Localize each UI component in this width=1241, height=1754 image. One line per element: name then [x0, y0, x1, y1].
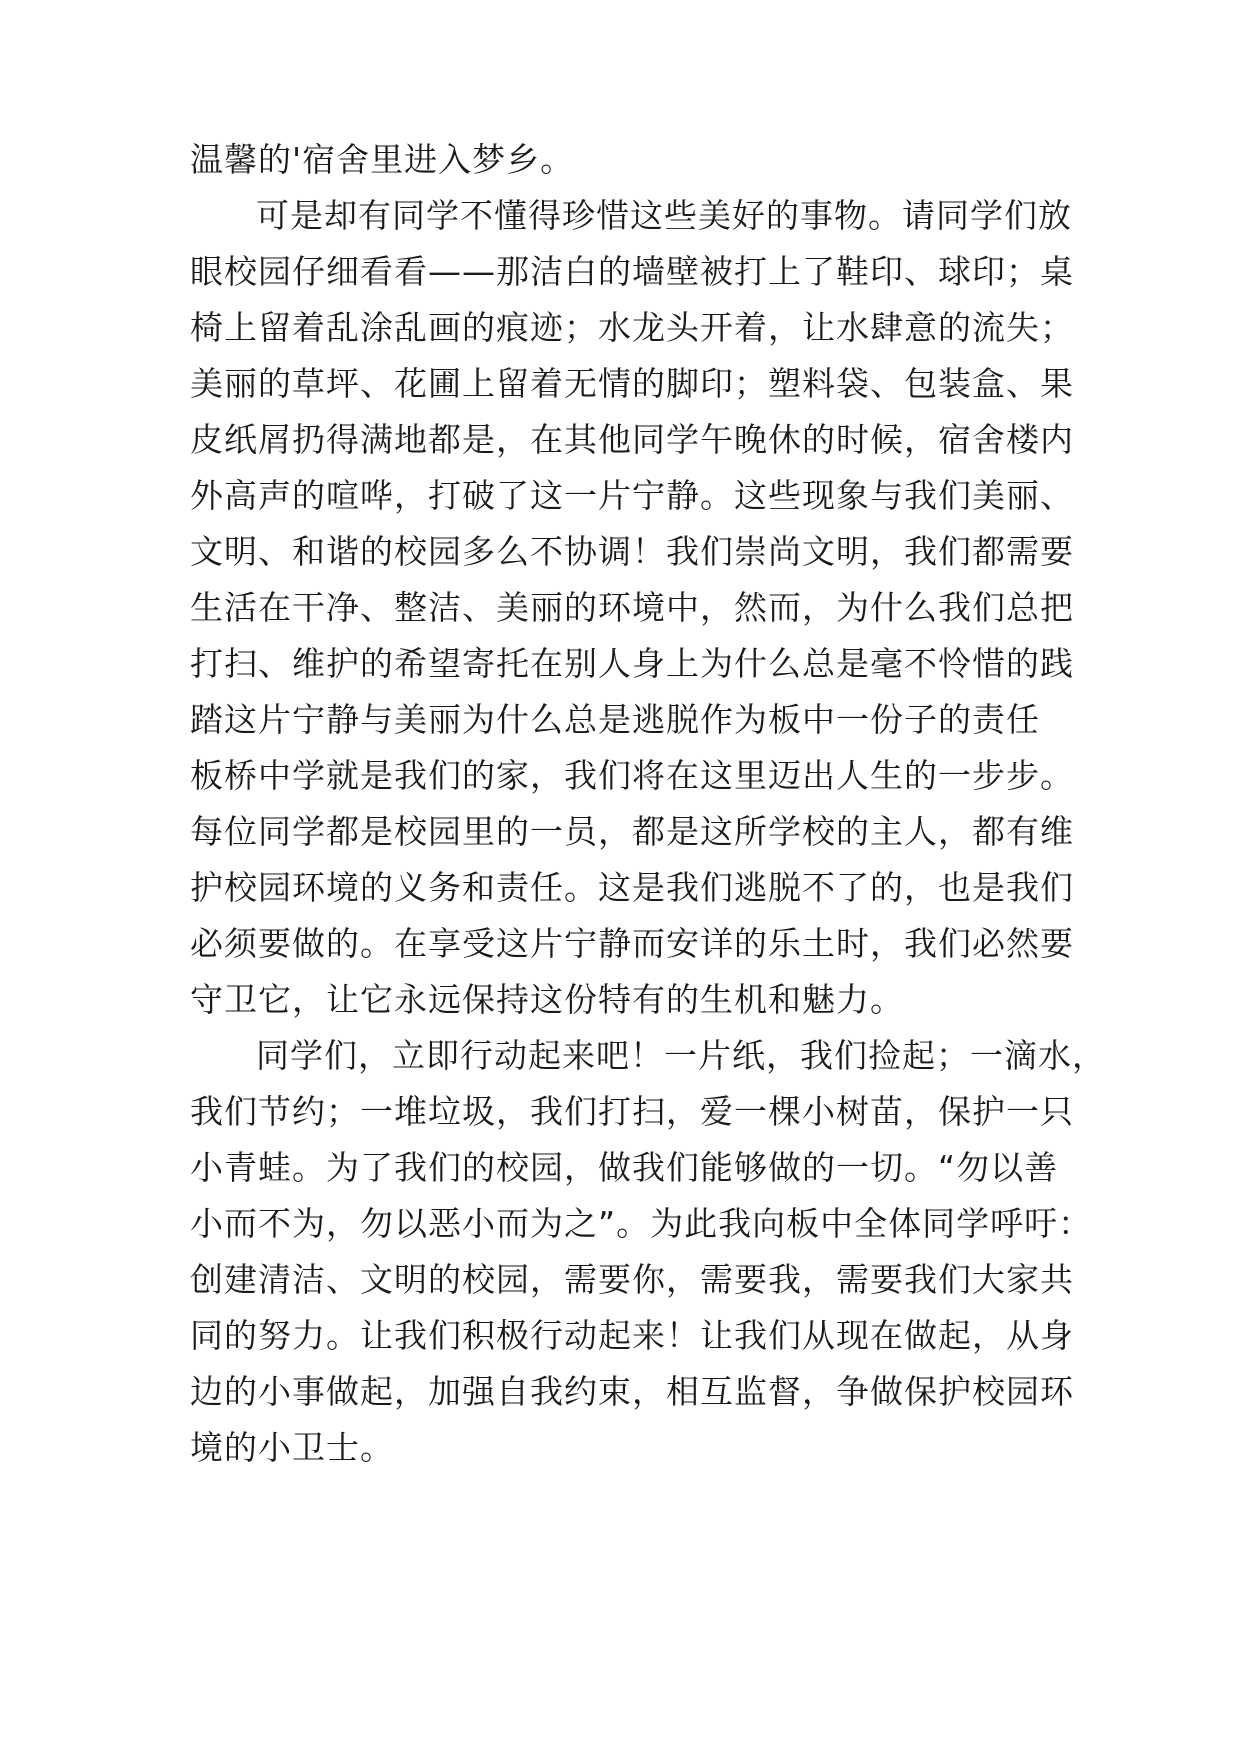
text-line: 小而不为，勿以恶小而为之”。为此我向板中全体同学呼吁：: [190, 1204, 1093, 1243]
text-line: 每位同学都是校园里的一员，都是这所学校的主人，都有维: [190, 812, 1074, 851]
text-line: 文明、和谐的校园多么不协调！我们崇尚文明，我们都需要: [190, 532, 1074, 571]
text-line: 创建清洁、文明的校园，需要你，需要我，需要我们大家共: [190, 1260, 1074, 1299]
text-line: 我们节约；一堆垃圾，我们打扫，爱一棵小树苗，保护一只: [190, 1092, 1074, 1131]
text-line: 外高声的喧哗，打破了这一片宁静。这些现象与我们美丽、: [190, 476, 1074, 515]
text-line: 境的小卫士。: [190, 1428, 394, 1467]
text-line: 眼校园仔细看看——那洁白的墙壁被打上了鞋印、球印；桌: [190, 252, 1074, 291]
text-line: 椅上留着乱涂乱画的痕迹；水龙头开着，让水肆意的流失；: [190, 308, 1074, 347]
text-line: 打扫、维护的希望寄托在别人身上为什么总是毫不怜惜的践: [190, 644, 1074, 683]
text-line: 同的努力。让我们积极行动起来！让我们从现在做起，从身: [190, 1316, 1074, 1355]
text-line: 踏这片宁静与美丽为什么总是逃脱作为板中一份子的责任: [190, 700, 1040, 739]
text-line: 边的小事做起，加强自我约束，相互监督，争做保护校园环: [190, 1372, 1074, 1411]
text-line: 生活在干净、整洁、美丽的环境中，然而，为什么我们总把: [190, 588, 1074, 627]
paragraph-start-line: 可是却有同学不懂得珍惜这些美好的事物。请同学们放: [256, 196, 1072, 235]
text-line: 美丽的草坪、花圃上留着无情的脚印；塑料袋、包装盒、果: [190, 364, 1074, 403]
text-line: 小青蛙。为了我们的校园，做我们能够做的一切。“勿以善: [190, 1148, 1059, 1187]
text-line: 板桥中学就是我们的家，我们将在这里迈出人生的一步步。: [190, 756, 1074, 795]
text-line: 守卫它，让它永远保持这份特有的生机和魅力。: [190, 980, 904, 1019]
text-line: 必须要做的。在享受这片宁静而安详的乐土时，我们必然要: [190, 924, 1074, 963]
text-line: 护校园环境的义务和责任。这是我们逃脱不了的，也是我们: [190, 868, 1074, 907]
paragraph-start-line: 同学们，立即行动起来吧！一片纸，我们捡起；一滴水，: [256, 1036, 1106, 1075]
text-line: 皮纸屑扔得满地都是，在其他同学午晚休的时候，宿舍楼内: [190, 420, 1074, 459]
text-line: 温馨的'宿舍里进入梦乡。: [190, 140, 575, 179]
